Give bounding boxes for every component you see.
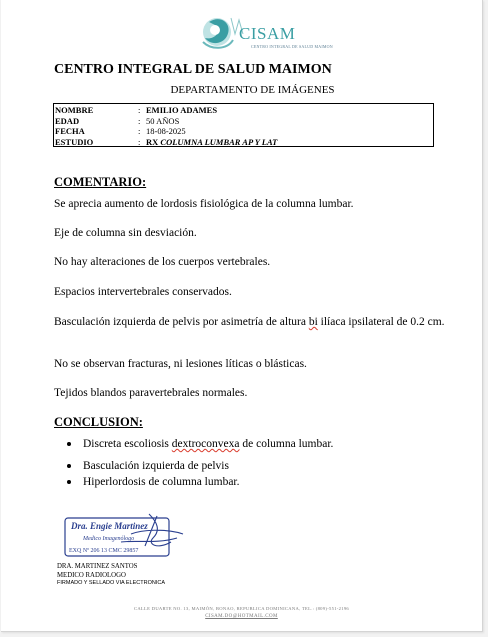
info-row-edad — [54, 116, 433, 127]
footer-address: CALLE DUARTE NO. 13, MAIMÓN, BONAO, REPUBLICA DOMINICANA, TEL.: (809)-551-2196 — [133, 606, 350, 611]
conclusion-heading: CONCLUSION: — [54, 415, 143, 429]
info-label: EDAD — [55, 115, 80, 126]
center-name: CENTRO INTEGRAL DE SALUD MAIMON — [54, 62, 332, 77]
info-row-nombre — [54, 105, 433, 116]
comentario-p1: Se aprecia aumento de lordosis fisiológica de la columna lumbar. — [54, 198, 354, 210]
patient-name: EMILIO ADAMES — [146, 105, 218, 115]
signature-stamp — [61, 512, 189, 562]
info-colon: : — [138, 115, 141, 126]
info-colon: : — [138, 126, 141, 136]
info-row-fecha — [54, 126, 433, 137]
footer-email[interactable]: CISAM.DO@HOTMAIL.COM — [205, 614, 278, 619]
signature-note: FIRMADO Y SELLADO VIA ELECTRONICA — [57, 580, 165, 586]
list-item: Discreta escoliosis dextroconvexa de columna lumbar. — [67, 436, 333, 452]
info-colon: : — [138, 105, 141, 115]
study-date: 18-08-2025 — [146, 126, 186, 136]
bullet-icon — [67, 464, 71, 468]
info-row-estudio — [54, 137, 433, 148]
logo-wordmark: CISAM — [239, 24, 296, 43]
svg-text:Dra. Engie Martinez: Dra. Engie Martinez — [71, 521, 148, 531]
department-title: DEPARTAMENTO DE IMÁGENES — [170, 84, 335, 96]
comentario-p6: No se observan fracturas, ni lesiones líticas o blásticas. — [54, 358, 307, 370]
logo-tagline: CENTRO INTEGRAL DE SALUD MAIMON — [251, 44, 333, 49]
bullet-icon — [67, 442, 71, 446]
doctor-info: DRA. MARTINEZ SANTOS MEDICO RADIOLOGO — [57, 563, 138, 579]
svg-text:EXQ Nº 206 13 CMC 29857: EXQ Nº 206 13 CMC 29857 — [69, 548, 139, 554]
info-colon: : — [138, 136, 141, 147]
comentario-p7: Tejidos blandos paravertebrales normales. — [54, 387, 248, 399]
comentario-p2: Eje de columna sin desviación. — [54, 227, 197, 239]
svg-text:Medico Imagenólogo: Medico Imagenólogo — [83, 536, 135, 542]
patient-info-table — [53, 103, 434, 147]
comentario-p4: Espacios intervertebrales conservados. — [54, 286, 232, 298]
document-page — [1, 0, 483, 632]
study-name: RX COLUMNA LUMBAR AP Y LAT — [146, 136, 278, 147]
comentario-p5: Basculación izquierda de pelvis por asimetría de altura bi ilíaca ipsilateral de 0.2 cm. — [54, 316, 445, 328]
list-item: Basculación izquierda de pelvis — [67, 458, 333, 474]
list-item: Hiperlordosis de columna lumbar. — [67, 474, 333, 490]
info-label: ESTUDIO — [55, 136, 94, 147]
comentario-p3: No hay alteraciones de los cuerpos vertebrales. — [54, 256, 271, 268]
conclusion-list — [67, 436, 333, 490]
patient-age: 50 AÑOS — [146, 115, 180, 126]
comentario-heading: COMENTARIO: — [54, 175, 147, 189]
info-label: FECHA — [55, 126, 85, 136]
bullet-icon — [67, 480, 71, 484]
info-label: NOMBRE — [55, 105, 94, 115]
